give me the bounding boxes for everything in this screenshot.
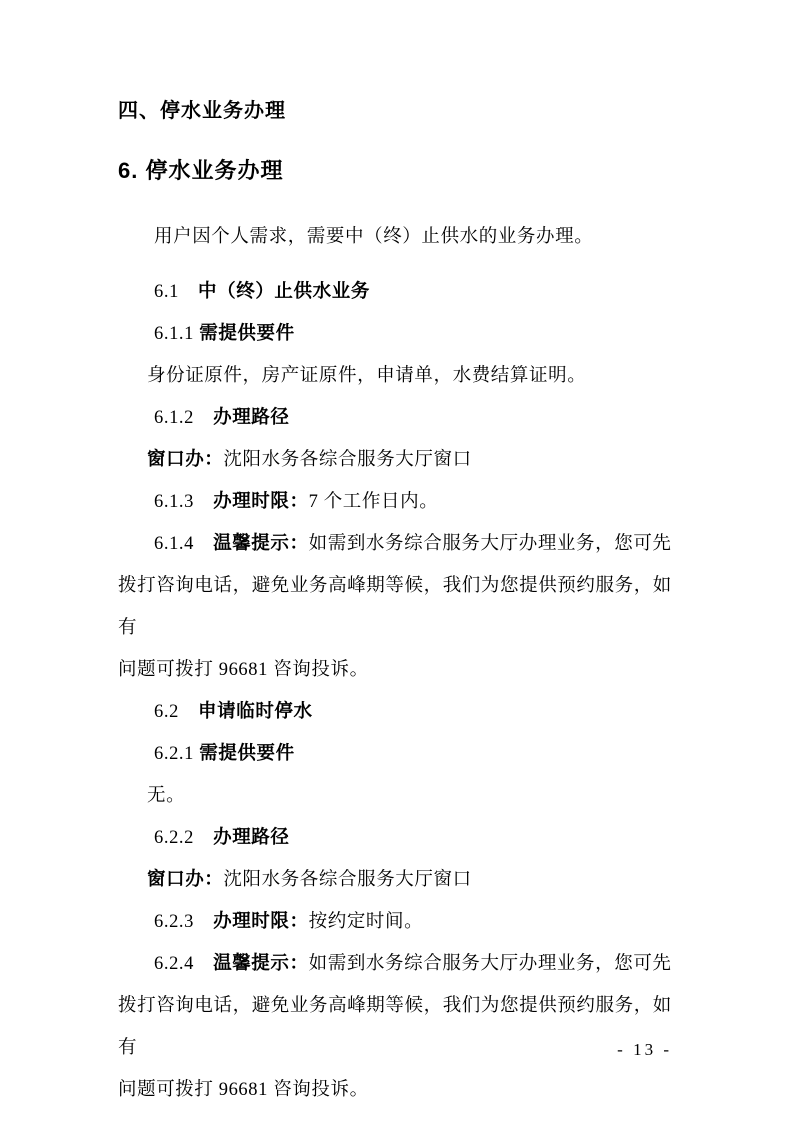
channel-label: 窗口办：	[147, 870, 224, 890]
chapter-heading: 四、停水业务办理	[118, 100, 286, 122]
section-label: 办理路径	[213, 828, 290, 848]
section-label: 办理时限：	[213, 912, 309, 932]
section-number: 6.1.2	[154, 408, 214, 428]
paragraph-line	[118, 649, 676, 691]
line-text: 问题可拨打 96681 咨询投诉。	[118, 1080, 369, 1100]
section-label: 申请临时停水	[198, 702, 313, 722]
line-text: 沈阳水务各综合服务大厅窗口	[223, 450, 472, 470]
window-channel-line	[118, 439, 676, 481]
paragraph-line	[118, 985, 676, 1069]
requirements-line	[118, 355, 676, 397]
section-number: 6.2.4	[154, 954, 214, 974]
subsection-6-1-3	[118, 481, 676, 523]
line-text: 问题可拨打 96681 咨询投诉。	[118, 660, 369, 680]
subsection-6-2-3	[118, 901, 676, 943]
channel-label: 窗口办：	[147, 450, 224, 470]
section-label: 温馨提示：	[213, 954, 309, 974]
subsection-6-2-2	[118, 817, 676, 859]
section-number: 6.2.3	[154, 912, 214, 932]
window-channel-line	[118, 859, 676, 901]
subsection-6-2-4	[118, 943, 676, 985]
line-text: 身份证原件，房产证原件，申请单，水费结算证明。	[147, 366, 587, 386]
paragraph-line	[118, 1069, 676, 1111]
section-number: 6.1	[154, 282, 199, 302]
line-text: 7 个工作日内。	[308, 492, 439, 512]
line-text: 无。	[147, 786, 186, 806]
subsection-6-1-4	[118, 523, 676, 565]
section-heading: 6. 停水业务办理	[118, 158, 284, 183]
document-body	[118, 216, 676, 1111]
section-label: 办理路径	[213, 408, 290, 428]
line-text: 拨打咨询电话，避免业务高峰期等候，我们为您提供预约服务，如有	[118, 996, 672, 1058]
section-label: 中（终）止供水业务	[198, 282, 370, 302]
line-text: 如需到水务综合服务大厅办理业务，您可先	[308, 954, 672, 974]
section-label: 温馨提示：	[213, 534, 309, 554]
section-label: 需提供要件	[199, 324, 295, 344]
subsection-6-1-2	[118, 397, 676, 439]
line-text: 按约定时间。	[308, 912, 424, 932]
line-text: 拨打咨询电话，避免业务高峰期等候，我们为您提供预约服务，如有	[118, 576, 672, 638]
section-number: 6.1.1	[154, 324, 200, 344]
section-number: 6.2.2	[154, 828, 214, 848]
section-number: 6.1.4	[154, 534, 214, 554]
section-label: 办理时限：	[213, 492, 309, 512]
subsection-6-2	[118, 691, 676, 733]
subsection-6-1	[118, 271, 676, 313]
intro-paragraph	[118, 216, 676, 258]
line-text: 沈阳水务各综合服务大厅窗口	[223, 870, 472, 890]
page-number: - 13 -	[617, 1040, 672, 1059]
section-number: 6.2	[154, 702, 199, 722]
section-label: 需提供要件	[199, 744, 295, 764]
section-number: 6.2.1	[154, 744, 200, 764]
paragraph-line	[118, 565, 676, 649]
requirements-none-line	[118, 775, 676, 817]
section-number: 6.1.3	[154, 492, 214, 512]
line-text: 用户因个人需求，需要中（终）止供水的业务办理。	[154, 227, 594, 247]
subsection-6-2-1	[118, 733, 676, 775]
subsection-6-1-1	[118, 313, 676, 355]
line-text: 如需到水务综合服务大厅办理业务，您可先	[308, 534, 672, 554]
